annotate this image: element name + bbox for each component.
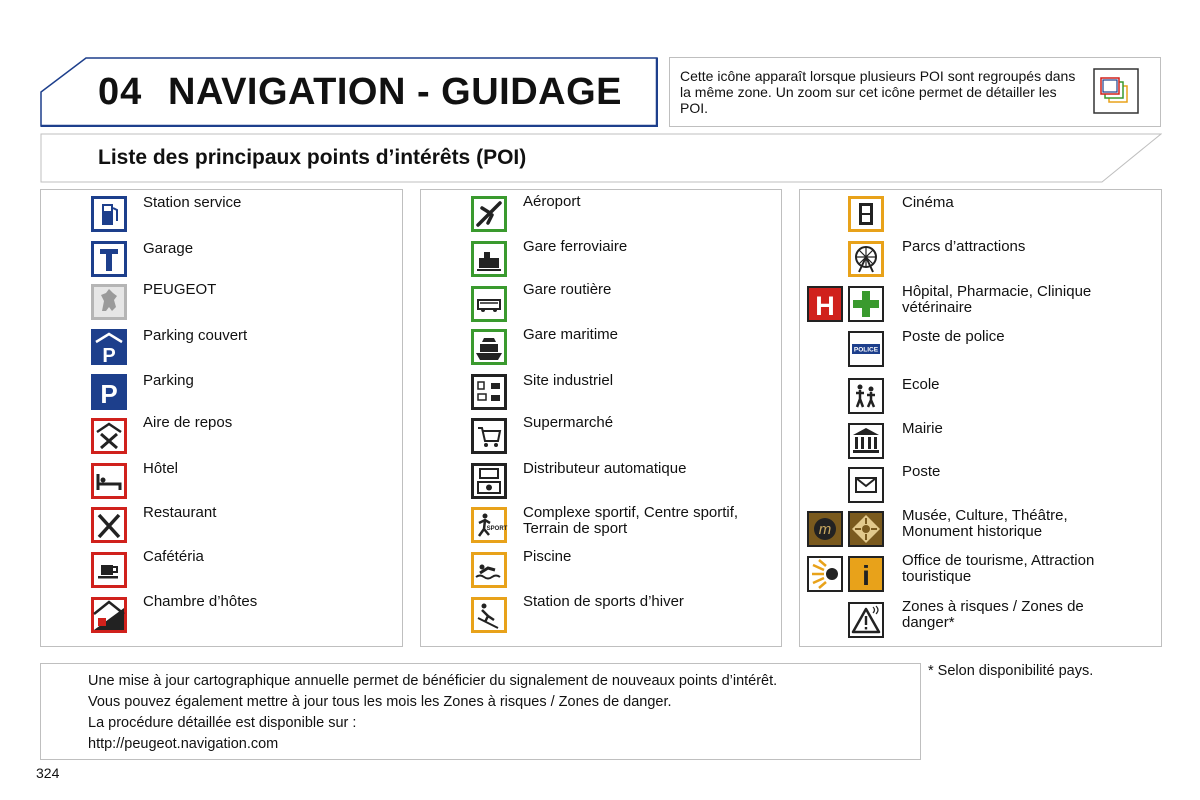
section-banner: [40, 133, 1162, 183]
ferry-icon: [470, 328, 508, 366]
poi-label: Gare routière: [523, 281, 612, 298]
poi-label: [902, 284, 1122, 316]
poi-label: Piscine: [523, 548, 572, 565]
note-url[interactable]: http://peugeot.navigation.com: [88, 736, 279, 752]
covered-parking-icon: [90, 328, 128, 366]
poi-column-1: [40, 189, 403, 647]
poi-label-text: Complexe sportif, Centre sportif, Terrain de sport: [523, 504, 739, 537]
section-title: Liste des principaux points d’intérêts (POI): [98, 146, 527, 169]
industrial-site-icon: [470, 373, 508, 411]
fuel-pump-icon: [90, 195, 128, 233]
police-icon: [847, 330, 885, 368]
monument-icon: [847, 510, 885, 548]
hospital-letter: H: [815, 291, 835, 321]
info-box: [669, 57, 1161, 127]
hotel-bed-icon: [90, 462, 128, 500]
bus-icon: [470, 285, 508, 323]
envelope-icon: [847, 466, 885, 504]
town-hall-icon: [847, 422, 885, 460]
poi-label-text: Hôpital, Pharmacie, Clinique vétérinaire: [902, 283, 1092, 316]
info-letter: i: [862, 560, 870, 591]
wrench-icon: [90, 240, 128, 278]
rest-area-icon: [90, 417, 128, 455]
poi-label: Station de sports d’hiver: [523, 593, 684, 610]
poi-label: Aéroport: [523, 193, 581, 210]
chapter-number: 04: [98, 71, 143, 113]
poi-column-3: [799, 189, 1162, 647]
stacked-poi-icon: [1093, 68, 1139, 114]
fork-knife-icon: [90, 506, 128, 544]
poi-label: Gare maritime: [523, 326, 619, 343]
poi-label: [523, 505, 763, 537]
poi-label: Garage: [143, 240, 194, 257]
poi-label: Cinéma: [902, 194, 954, 211]
chapter-header: [40, 57, 658, 127]
tourist-info-icon: [847, 555, 885, 593]
parking-icon: [90, 373, 128, 411]
museum-letter: m: [818, 521, 832, 538]
swimmer-icon: [470, 551, 508, 589]
poi-label: Parking: [143, 372, 194, 389]
chapter-title: NAVIGATION - GUIDAGE: [168, 71, 623, 113]
poi-label: Site industriel: [523, 372, 614, 389]
ferris-wheel-icon: [847, 240, 885, 278]
poi-label: Aire de repos: [143, 414, 233, 431]
info-text: Cette icône apparaît lorsque plusieurs POI sont regroupés dans la même zone. Un zoom sur cet icône permet de détailler les POI.: [680, 68, 1076, 116]
poi-label: Ecole: [902, 376, 940, 393]
note-line: Une mise à jour cartographique annuelle permet de bénéficier du signalement de nouveaux points d’intérêt.: [88, 673, 778, 689]
peugeot-lion-icon: [90, 283, 128, 321]
museum-icon: [806, 510, 844, 548]
page-number: 324: [36, 765, 60, 781]
poi-label-text: Zones à risques / Zones de danger*: [902, 598, 1084, 631]
parking-letter: P: [102, 345, 116, 366]
poi-label-text: Musée, Culture, Théâtre, Monument historique: [902, 507, 1068, 540]
poi-label: Parking couvert: [143, 327, 248, 344]
poi-label: Hôtel: [143, 460, 179, 477]
poi-label: Chambre d’hôtes: [143, 593, 258, 610]
poi-label-text: Office de tourisme, Attraction touristique: [902, 552, 1095, 585]
airplane-icon: [470, 195, 508, 233]
poi-label: [902, 553, 1132, 585]
note-line: La procédure détaillée est disponible sur :: [88, 715, 357, 731]
police-text: POLICE: [853, 346, 879, 354]
poi-label: Restaurant: [143, 504, 217, 521]
note-line: Vous pouvez également mettre à jour tous les mois les Zones à risques / Zones de danger.: [88, 694, 672, 710]
poi-label: Cafétéria: [143, 548, 204, 565]
film-icon: [847, 195, 885, 233]
update-note-box: [40, 663, 921, 760]
footnote: * Selon disponibilité pays.: [928, 663, 1094, 679]
poi-label: PEUGEOT: [143, 281, 217, 298]
poi-label: Parcs d’attractions: [902, 238, 1026, 255]
danger-zone-icon: [847, 601, 885, 639]
poi-label: Station service: [143, 194, 242, 211]
parking-letter: P: [100, 379, 118, 409]
poi-label: Supermarché: [523, 414, 614, 431]
school-children-icon: [847, 377, 885, 415]
hospital-cross-icon: [847, 285, 885, 323]
sport-icon: [470, 506, 508, 544]
hospital-h-icon: [806, 285, 844, 323]
train-icon: [470, 240, 508, 278]
tourist-attraction-icon: [806, 555, 844, 593]
poi-label: Distributeur automatique: [523, 460, 687, 477]
atm-icon: [470, 462, 508, 500]
poi-label: Poste de police: [902, 328, 1005, 345]
sport-text: SPORT: [486, 526, 508, 532]
poi-label: Poste: [902, 463, 941, 480]
skier-icon: [470, 596, 508, 634]
shopping-cart-icon: [470, 417, 508, 455]
poi-label: [902, 599, 1112, 631]
poi-label: Gare ferroviaire: [523, 238, 628, 255]
poi-column-2: [420, 189, 782, 647]
poi-label: Mairie: [902, 420, 943, 437]
poi-label: [902, 508, 1112, 540]
coffee-cup-icon: [90, 551, 128, 589]
guest-house-icon: [90, 596, 128, 634]
